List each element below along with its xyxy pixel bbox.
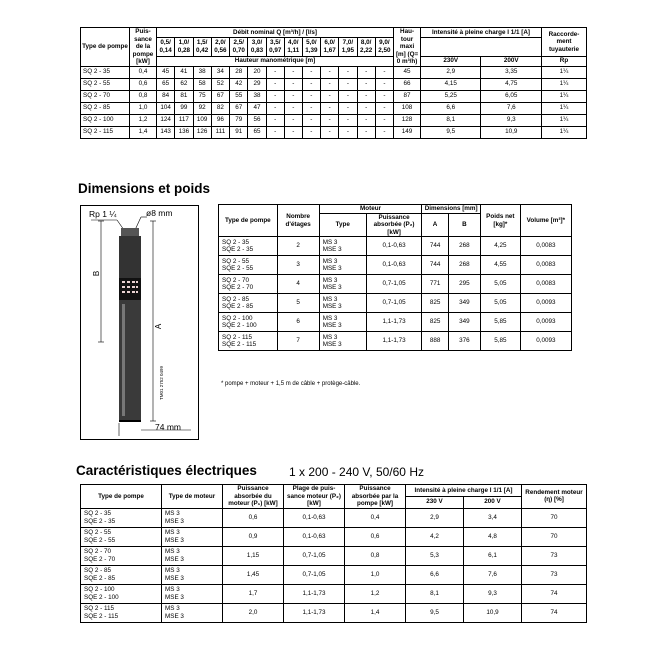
perf-cell: 104 [157,102,175,114]
elec-i230-cell: 4,2 [406,527,464,546]
perf-cell: 41 [175,66,193,78]
perf-cell: 81 [175,90,193,102]
perf-row [81,126,587,138]
perf-cell: 82 [211,102,229,114]
elec-pompe-header: Puissance absorbée par la pompe [kW] [345,485,406,509]
perf-cell: 20 [248,66,266,78]
perf-hauteur-header: Hauteur manométrique [m] [157,56,394,66]
perf-cell: SQ 2 - 100 [81,114,130,126]
dims-etages-cell: 3 [277,256,319,275]
perf-cell: - [375,114,393,126]
perf-cell: 1¼ [542,66,587,78]
perf-cell: 1,2 [130,114,157,126]
elec-plage-cell: 0,7-1,05 [284,565,345,584]
perf-cell: 149 [394,126,421,138]
perf-cell: - [339,78,357,90]
perf-cell: 6,05 [481,90,542,102]
dims-type-cell: SQ 2 - 115 SQE 2 - 115 [219,332,278,351]
elec-i230-cell: 6,6 [406,565,464,584]
elec-p1-cell: 0,9 [223,527,284,546]
perf-cell: - [339,66,357,78]
perf-cell: SQ 2 - 70 [81,90,130,102]
perf-cell: 55 [230,90,248,102]
dims-type-sub: Type [319,213,366,237]
perf-cell: - [357,66,375,78]
perf-flow-header: 0,5/ 0,14 [157,37,175,56]
dims-moteur-header: Moteur [319,205,422,214]
perf-cell: 87 [394,90,421,102]
dims-etages-header: Nombre d'étages [277,205,319,237]
dims-b-header: B [448,213,480,237]
dims-row [219,332,572,351]
perf-flow-header: 1,5/ 0,42 [193,37,211,56]
dims-a-cell: 744 [422,237,448,256]
diameter-label: ø8 mm [146,208,173,218]
dims-a-cell: 825 [422,313,448,332]
perf-cell: - [266,102,284,114]
elec-moteur-cell: MS 3 MSE 3 [162,565,223,584]
perf-puissance-header: Puis-sance de la pompe [kW] [130,28,157,67]
dims-moteur-cell: MS 3 MSE 3 [319,275,366,294]
perf-cell: 0,8 [130,90,157,102]
perf-flow-header: 3,0/ 0,83 [248,37,266,56]
perf-cell: - [375,126,393,138]
perf-cell: 66 [394,78,421,90]
perf-cell: 91 [230,126,248,138]
dims-v-cell: 0,0093 [520,294,571,313]
perf-cell: 126 [193,126,211,138]
perf-cell: 99 [175,102,193,114]
perf-cell: 67 [211,90,229,102]
dims-w-cell: 5,05 [481,275,521,294]
perf-cell: 0,4 [130,66,157,78]
perf-flow-header: 8,0/ 2,22 [357,37,375,56]
perf-cell: 65 [157,78,175,90]
perf-debit-header: Débit nominal Q [m³/h] / [l/s] [157,28,394,38]
elec-p1-cell: 1,15 [223,546,284,565]
dims-type-header: Type de pompe [219,205,278,237]
perf-cell: 124 [157,114,175,126]
elec-row [81,603,587,622]
perf-cell: - [302,66,320,78]
perf-cell: 8,1 [421,114,481,126]
perf-cell: 45 [394,66,421,78]
perf-cell: - [375,78,393,90]
perf-cell: 52 [211,78,229,90]
perf-cell: 62 [175,78,193,90]
dims-etages-cell: 4 [277,275,319,294]
dims-type-cell: SQ 2 - 100 SQE 2 - 100 [219,313,278,332]
elec-i230-cell: 2,9 [406,508,464,527]
dims-row [219,256,572,275]
perf-cell: - [284,114,302,126]
pump-drawing [80,205,199,440]
dims-v-cell: 0,0083 [520,256,571,275]
perf-cell: 10,9 [481,126,542,138]
dims-b-cell: 349 [448,313,480,332]
pump-drawing-svg [81,206,198,439]
dims-p-cell: 1,1-1,73 [366,313,422,332]
perf-cell: - [375,66,393,78]
perf-cell: - [266,114,284,126]
dims-p-cell: 0,7-1,05 [366,275,422,294]
dims-etages-cell: 6 [277,313,319,332]
elec-r-cell: 70 [522,508,587,527]
perf-row [81,66,587,78]
perf-cell: 0,6 [130,78,157,90]
dims-puissance-sub: Puissance absorbée (P₂) [kW] [366,213,422,237]
perf-cell: 38 [248,90,266,102]
perf-cell: 79 [230,114,248,126]
perf-cell: 1,4 [130,126,157,138]
dims-moteur-cell: MS 3 MSE 3 [319,332,366,351]
perf-cell: 47 [248,102,266,114]
elec-moteur-cell: MS 3 MSE 3 [162,603,223,622]
perf-cell: 38 [193,66,211,78]
dims-w-cell: 4,25 [481,237,521,256]
perf-cell: - [320,102,338,114]
dims-etages-cell: 7 [277,332,319,351]
elec-type-cell: SQ 2 - 85 SQE 2 - 85 [81,565,162,584]
pump-outlet [121,228,139,236]
perf-cell: - [320,66,338,78]
elec-230v-header: 230 V [406,496,464,508]
perf-cell: - [284,78,302,90]
perf-flow-header: 4,0/ 1,11 [284,37,302,56]
elec-moteur-cell: MS 3 MSE 3 [162,584,223,603]
perf-row [81,102,587,114]
elec-moteur-cell: MS 3 MSE 3 [162,527,223,546]
elec-p1-cell: 2,0 [223,603,284,622]
elec-pp-cell: 1,2 [345,584,406,603]
elec-type-cell: SQ 2 - 100 SQE 2 - 100 [81,584,162,603]
elec-plage-cell: 0,1-0,63 [284,508,345,527]
perf-cell: - [302,102,320,114]
width-label: 74 mm [155,422,181,432]
perf-cell: 9,3 [481,114,542,126]
elec-moteur-cell: MS 3 MSE 3 [162,508,223,527]
elec-plage-cell: 1,1-1,73 [284,603,345,622]
elec-row [81,527,587,546]
perf-cell: - [302,90,320,102]
b-label: B [92,270,102,277]
dims-b-cell: 295 [448,275,480,294]
dims-p-cell: 0,1-0,63 [366,237,422,256]
elec-type-cell: SQ 2 - 55 SQE 2 - 55 [81,527,162,546]
perf-row [81,90,587,102]
perf-raccord-header: Raccorde-ment tuyauterie [542,28,587,57]
elec-i230-cell: 5,3 [406,546,464,565]
perf-cell: - [302,78,320,90]
perf-cell: SQ 2 - 115 [81,126,130,138]
elec-moteur-cell: MS 3 MSE 3 [162,546,223,565]
perf-cell: 4,75 [481,78,542,90]
perf-cell: 9,5 [421,126,481,138]
elec-plage-cell: 1,1-1,73 [284,584,345,603]
elec-r-cell: 73 [522,565,587,584]
perf-flow-header: 9,0/ 2,50 [375,37,393,56]
perf-cell: 29 [248,78,266,90]
elec-p1-cell: 0,6 [223,508,284,527]
perf-flow-header: 2,5/ 0,70 [230,37,248,56]
elec-r-cell: 74 [522,603,587,622]
elec-pp-cell: 1,0 [345,565,406,584]
elec-moteur-header: Type de moteur [162,485,223,509]
elec-plage-cell: 0,7-1,05 [284,546,345,565]
perf-cell: - [357,90,375,102]
electrical-table [80,484,587,623]
perf-cell: 108 [394,102,421,114]
perf-flow-header: 6,0/ 1,67 [320,37,338,56]
dims-b-cell: 376 [448,332,480,351]
perf-cell: - [357,78,375,90]
dims-dims-header: Dimensions [mm] [422,205,481,214]
perf-cell: 84 [157,90,175,102]
performance-table [80,27,587,139]
elec-i200-cell: 4,8 [463,527,521,546]
elec-type-header: Type de pompe [81,485,162,509]
perf-flow-header: 2,0/ 0,56 [211,37,229,56]
perf-cell: SQ 2 - 55 [81,78,130,90]
perf-cell: 1¼ [542,126,587,138]
dims-p-cell: 0,1-0,63 [366,256,422,275]
perf-cell: 111 [211,126,229,138]
perf-cell: 56 [248,114,266,126]
perf-cell: SQ 2 - 35 [81,66,130,78]
elec-type-cell: SQ 2 - 115 SQE 2 - 115 [81,603,162,622]
elec-pp-cell: 0,4 [345,508,406,527]
perf-cell: 4,15 [421,78,481,90]
perf-cell: 1¼ [542,102,587,114]
perf-cell: 34 [211,66,229,78]
elec-type-cell: SQ 2 - 35 SQE 2 - 35 [81,508,162,527]
perf-cell: - [284,66,302,78]
perf-cell: 58 [193,78,211,90]
elec-i200-cell: 9,3 [463,584,521,603]
dims-w-cell: 5,85 [481,313,521,332]
perf-cell: 42 [230,78,248,90]
elec-p1-header: Puissance absorbée du moteur (P₁) [kW] [223,485,284,509]
perf-row [81,114,587,126]
dims-row [219,294,572,313]
perf-cell: 136 [175,126,193,138]
perf-cell: 143 [157,126,175,138]
dims-w-cell: 4,55 [481,256,521,275]
elec-row [81,546,587,565]
perf-cell: 1¼ [542,78,587,90]
elec-p1-cell: 1,45 [223,565,284,584]
a-label: A [154,323,164,330]
dims-row [219,275,572,294]
perf-intensite-header: Intensité à pleine charge I 1/1 [A] [421,28,542,38]
dims-p-cell: 0,7-1,05 [366,294,422,313]
dimensions-table [218,204,572,351]
perf-cell: 6,6 [421,102,481,114]
elec-i200-cell: 10,9 [463,603,521,622]
perf-200v-header: 200V [481,56,542,66]
perf-cell: 65 [248,126,266,138]
dims-etages-cell: 2 [277,237,319,256]
dims-b-cell: 268 [448,237,480,256]
dims-volume-header: Volume [m³]* [520,205,571,237]
dims-moteur-cell: MS 3 MSE 3 [319,313,366,332]
elec-p1-cell: 1,7 [223,584,284,603]
perf-cell: - [375,102,393,114]
perf-cell: 1,0 [130,102,157,114]
elec-row [81,584,587,603]
perf-flow-header: 1,0/ 0,28 [175,37,193,56]
dims-a-cell: 771 [422,275,448,294]
perf-cell: - [320,126,338,138]
elec-pp-cell: 1,4 [345,603,406,622]
perf-cell: 3,35 [481,66,542,78]
perf-cell: 1¼ [542,114,587,126]
perf-cell: 28 [230,66,248,78]
dims-type-cell: SQ 2 - 55 SQE 2 - 55 [219,256,278,275]
perf-cell: - [284,90,302,102]
perf-cell: - [320,90,338,102]
dims-moteur-cell: MS 3 MSE 3 [319,294,366,313]
elec-i230-cell: 8,1 [406,584,464,603]
perf-cell: - [266,90,284,102]
perf-flow-header: 3,5/ 0,97 [266,37,284,56]
dims-type-cell: SQ 2 - 35 SQE 2 - 35 [219,237,278,256]
perf-cell: - [375,90,393,102]
dimensions-title: Dimensions et poids [78,181,211,196]
perf-cell: - [339,114,357,126]
perf-cell: - [302,114,320,126]
elec-intensite-header: Intensité à pleine charge I 1/1 [A] [406,485,522,497]
dimensions-note: * pompe + moteur + 1,5 m de câble + protège-câble. [221,381,361,387]
drawing-reference: TM01 2752 0499 [159,365,164,400]
rp-label: Rp 1 ¼ [89,209,117,219]
dims-poids-header: Poids net [kg]* [481,205,521,237]
dims-moteur-cell: MS 3 MSE 3 [319,237,366,256]
dims-a-cell: 825 [422,294,448,313]
perf-cell: - [357,114,375,126]
electrical-title: Caractéristiques électriques [76,463,257,478]
perf-cell: - [284,102,302,114]
perf-cell: 45 [157,66,175,78]
electrical-subtitle: 1 x 200 - 240 V, 50/60 Hz [289,465,424,479]
perf-flow-header: 7,0/ 1,95 [339,37,357,56]
elec-i230-cell: 9,5 [406,603,464,622]
elec-pp-cell: 0,8 [345,546,406,565]
elec-row [81,565,587,584]
elec-r-cell: 70 [522,527,587,546]
perf-cell: 1¼ [542,90,587,102]
perf-cell: 117 [175,114,193,126]
perf-cell: 92 [193,102,211,114]
perf-cell: 67 [230,102,248,114]
perf-230v-header: 230V [421,56,481,66]
dims-moteur-cell: MS 3 MSE 3 [319,256,366,275]
perf-cell: - [357,102,375,114]
elec-plage-cell: 0,1-0,63 [284,527,345,546]
dims-b-cell: 268 [448,256,480,275]
elec-plage-header: Plage de puis-sance moteur (P₂) [kW] [284,485,345,509]
dims-type-cell: SQ 2 - 70 SQE 2 - 70 [219,275,278,294]
dims-a-header: A [422,213,448,237]
perf-hmax-header: Hau-tour maxi [m] (Q= 0 m³/h) [394,28,421,67]
dims-etages-cell: 5 [277,294,319,313]
perf-cell: - [320,78,338,90]
dims-v-cell: 0,0093 [520,332,571,351]
dims-type-cell: SQ 2 - 85 SQE 2 - 85 [219,294,278,313]
elec-pp-cell: 0,6 [345,527,406,546]
perf-cell: - [302,126,320,138]
elec-i200-cell: 7,6 [463,565,521,584]
perf-type-header: Type de pompe [81,28,130,67]
perf-cell: - [357,126,375,138]
dims-a-cell: 888 [422,332,448,351]
dims-row [219,313,572,332]
elec-i200-cell: 6,1 [463,546,521,565]
perf-rp-header: Rp [542,56,587,66]
dims-w-cell: 5,85 [481,332,521,351]
dims-v-cell: 0,0093 [520,313,571,332]
perf-cell: - [339,90,357,102]
elec-r-cell: 73 [522,546,587,565]
perf-cell: - [339,102,357,114]
perf-cell: - [339,126,357,138]
elec-r-cell: 74 [522,584,587,603]
elec-type-cell: SQ 2 - 70 SQE 2 - 70 [81,546,162,565]
perf-cell: 75 [193,90,211,102]
dims-w-cell: 5,05 [481,294,521,313]
dims-p-cell: 1,1-1,73 [366,332,422,351]
perf-cell: - [320,114,338,126]
dims-b-cell: 349 [448,294,480,313]
perf-cell: - [266,66,284,78]
elec-200v-header: 200 V [463,496,521,508]
elec-rendement-header: Rendement moteur (η) [%] [522,485,587,509]
pump-body [119,236,141,278]
perf-cell: 2,9 [421,66,481,78]
perf-cell: 5,25 [421,90,481,102]
perf-flow-header: 5,0/ 1,39 [302,37,320,56]
dims-v-cell: 0,0083 [520,237,571,256]
perf-cell: - [266,78,284,90]
perf-cell: 128 [394,114,421,126]
perf-cell: 7,6 [481,102,542,114]
perf-row [81,78,587,90]
dims-row [219,237,572,256]
perf-cell: - [284,126,302,138]
elec-i200-cell: 3,4 [463,508,521,527]
perf-cell: - [266,126,284,138]
dims-a-cell: 744 [422,256,448,275]
perf-cell: 109 [193,114,211,126]
perf-cell: 96 [211,114,229,126]
dims-v-cell: 0,0083 [520,275,571,294]
elec-row [81,508,587,527]
perf-cell: SQ 2 - 85 [81,102,130,114]
